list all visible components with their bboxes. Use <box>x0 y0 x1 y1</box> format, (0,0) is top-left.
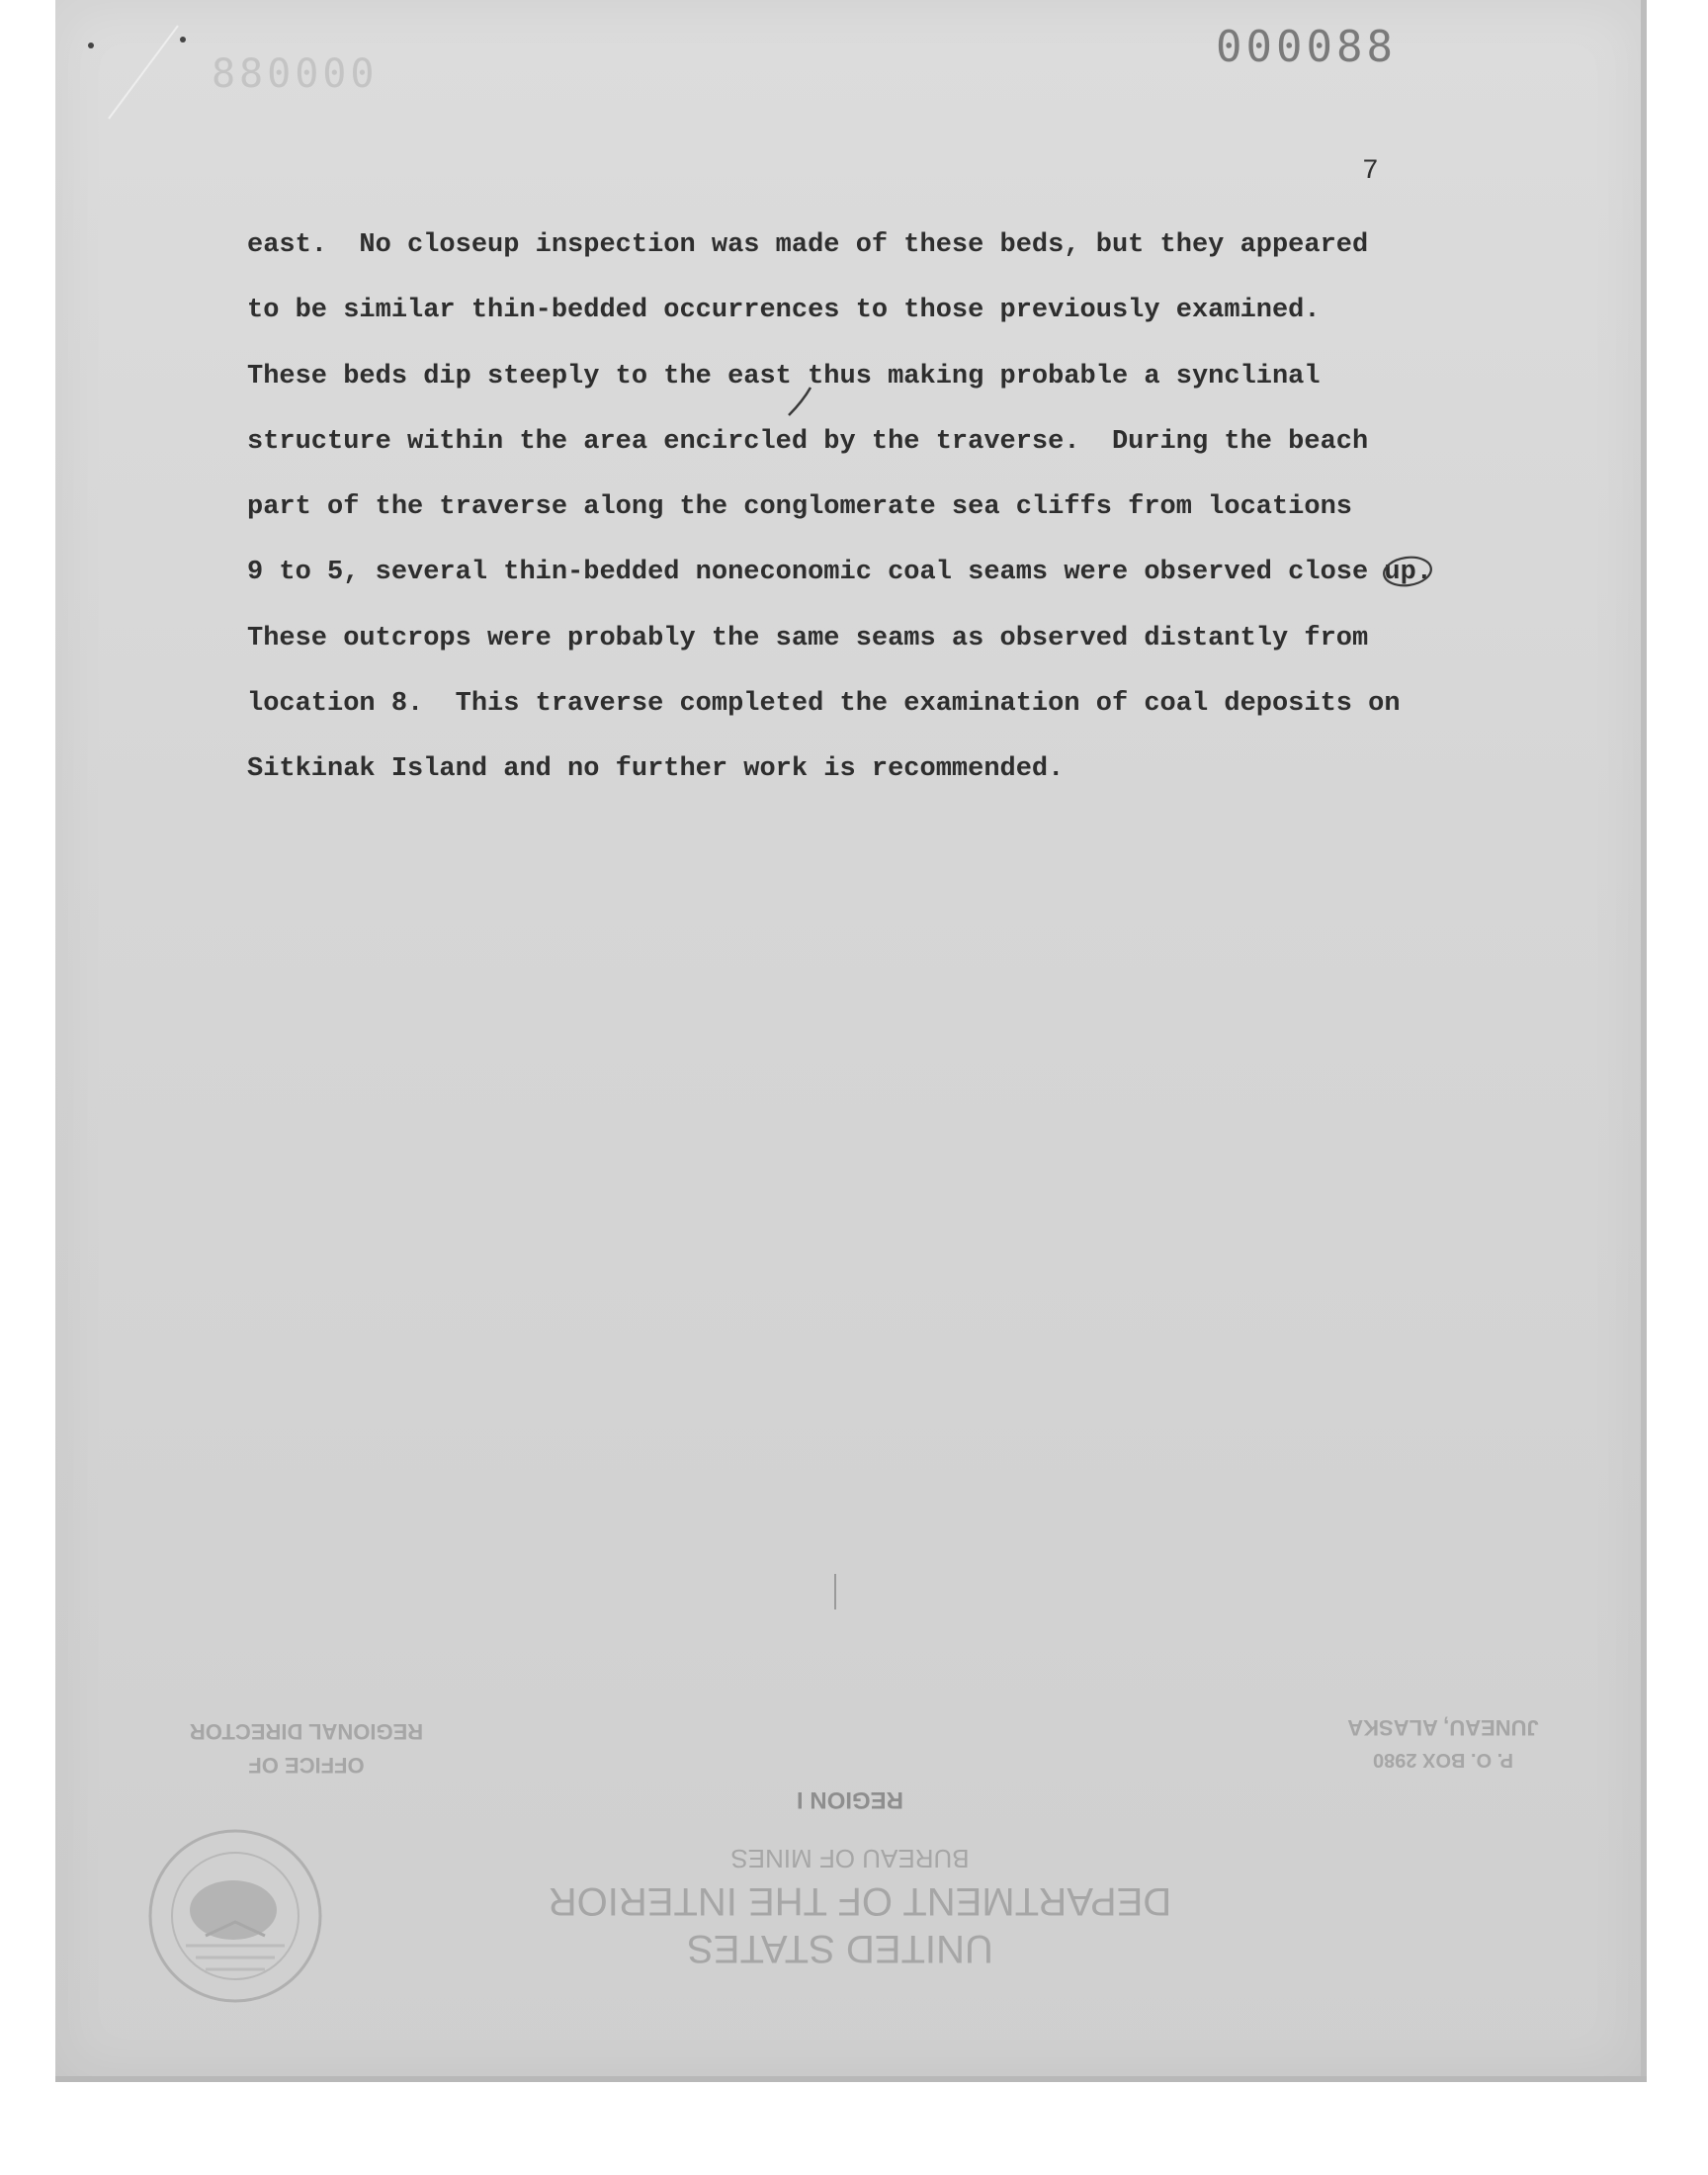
body-line: part of the traverse along the conglomerate sea cliffs from locations <box>247 492 1352 523</box>
page-number: 7 <box>1362 156 1379 187</box>
body-line: These outcrops were probably the same seams as observed distantly from <box>247 623 1369 653</box>
body-line: 9 to 5, several thin-bedded noneconomic coal seams were observed close up. <box>247 558 1432 588</box>
body-text <box>247 225 1532 816</box>
bleed-department: DEPARTMENT OF THE INTERIOR <box>548 1879 1172 1923</box>
bleed-juneau: JUNEAU, ALASKA <box>1347 1715 1539 1740</box>
scan-streak-mark <box>69 20 188 138</box>
body-line: structure within the area encircled by the traverse. During the beach <box>247 426 1369 457</box>
scan-speck-mark <box>830 1572 840 1611</box>
department-seal-icon <box>146 1827 324 2005</box>
body-line: location 8. This traverse completed the examination of coal deposits on <box>247 689 1401 720</box>
body-line: to be similar thin-bedded occurrences to those previously examined. <box>247 296 1321 326</box>
page-edge-right <box>1641 0 1647 2082</box>
bleed-office-of: OFFICE OF <box>248 1753 365 1778</box>
bleed-regional-director: REGIONAL DIRECTOR <box>189 1719 424 1744</box>
bleed-region: REGION I <box>797 1786 904 1813</box>
handwritten-circle-mark <box>1380 552 1435 591</box>
bleed-po-box: P. O. BOX 2980 <box>1373 1749 1513 1771</box>
body-line: Sitkinak Island and no further work is recommended. <box>247 754 1065 785</box>
bleed-bureau: BUREAU OF MINES <box>730 1844 970 1873</box>
body-line: east. No closeup inspection was made of these beds, but they appeared <box>247 230 1369 260</box>
doc-number: 000088 <box>1216 22 1397 72</box>
body-line: These beds dip steeply to the east thus making probable a synclinal <box>247 361 1321 392</box>
page-edge-bottom <box>55 2076 1647 2082</box>
bleed-united-states: UNITED STATES <box>687 1927 993 1970</box>
handwritten-comma-mark <box>781 384 820 423</box>
doc-number-ghost: 000088 <box>208 51 375 97</box>
